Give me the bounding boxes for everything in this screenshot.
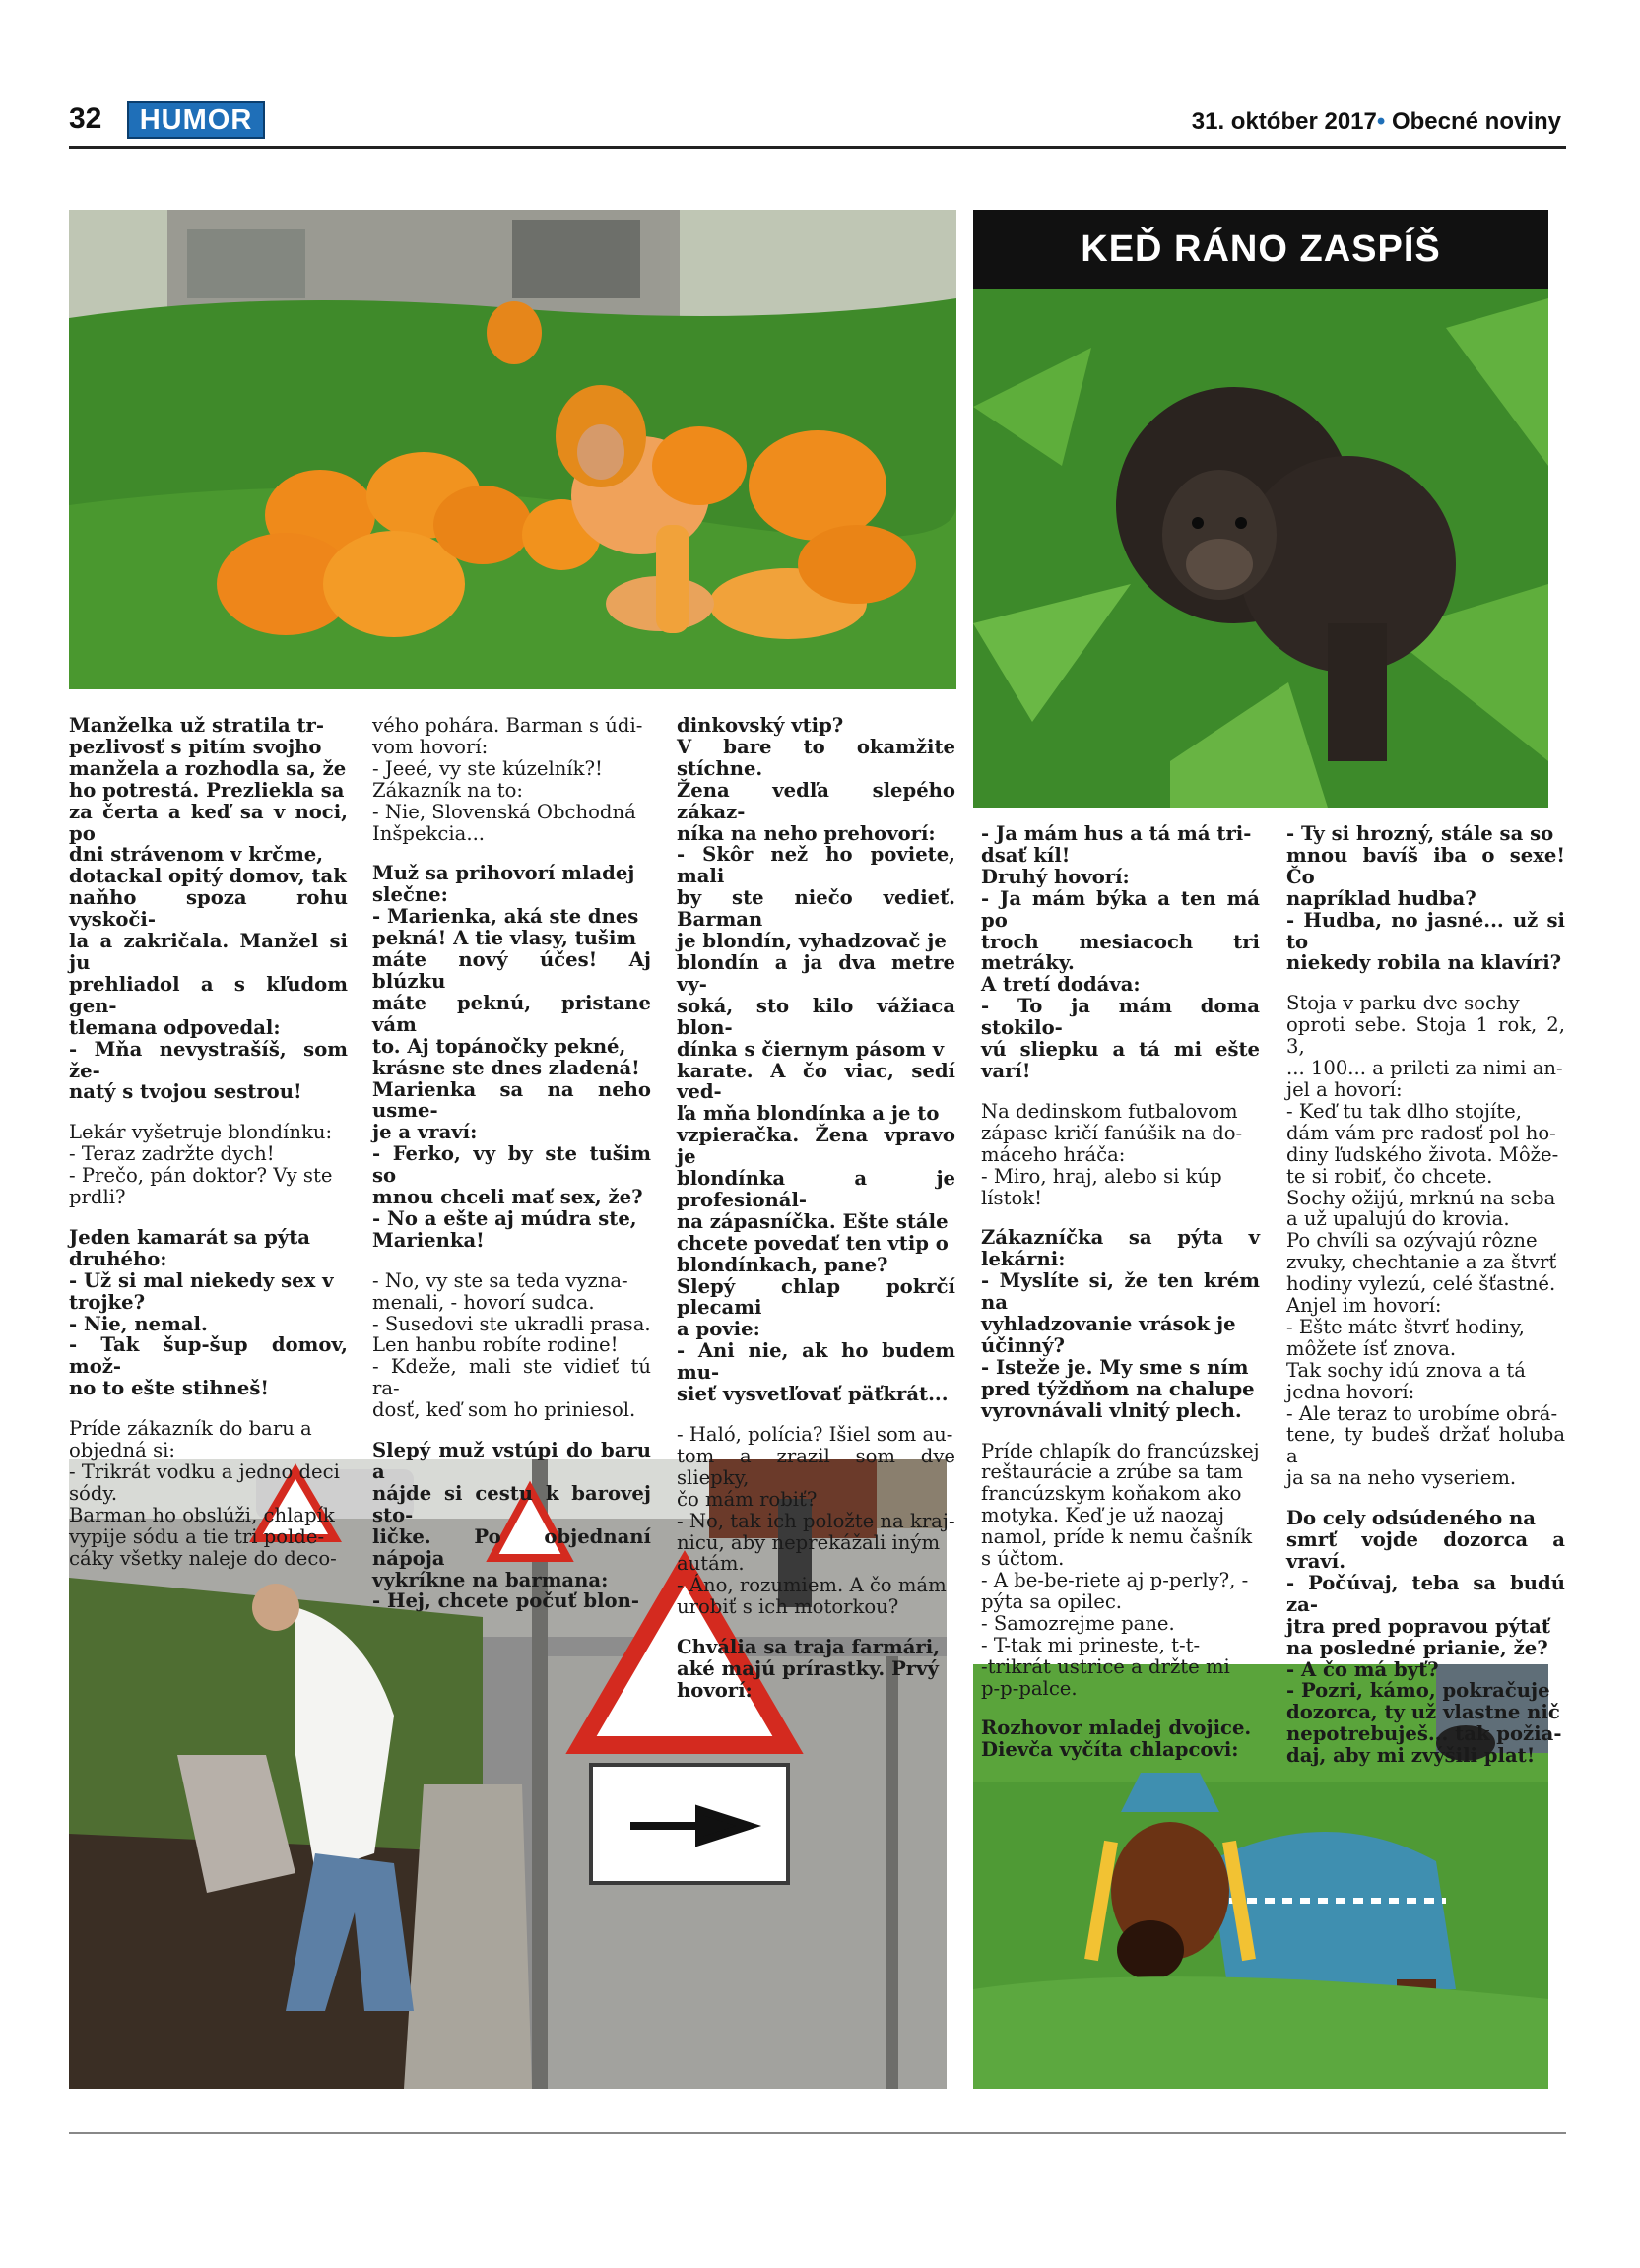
text-line: sieť vysvetľovať päťkrát... — [677, 1383, 949, 1406]
text-line: natý s tvojou sestrou! — [69, 1080, 302, 1104]
text-line: Po chvíli sa ozývajú rôzne — [1286, 1229, 1538, 1253]
text-line: mnou bavíš iba o sexe! Čo — [1286, 843, 1565, 888]
text-line: Slepý chlap pokrčí plecami — [677, 1274, 955, 1320]
text-line: - Ešte máte štvrť hodiny, — [1286, 1315, 1525, 1338]
text-line: máceho hráča: — [981, 1142, 1126, 1166]
text-line: pezlivosť s pitím svojho — [69, 735, 322, 758]
text-line: účinný? — [981, 1333, 1065, 1357]
text-line: Lekár vyšetruje blondínku: — [69, 1121, 333, 1144]
text-line: Príde zákazník do baru a — [69, 1417, 312, 1441]
text-line: daj, aby mi zvýšili plat! — [1286, 1744, 1536, 1768]
text-line: jedna hovorí: — [1286, 1380, 1415, 1403]
joke-paragraph — [372, 1440, 651, 1612]
text-line: blondín a ja dva metre vy- — [677, 950, 955, 996]
joke-paragraph — [981, 823, 1260, 1082]
text-line: francúzskym koňakom ako — [981, 1482, 1242, 1506]
text-line: dinkovský vtip? — [677, 714, 844, 737]
text-line: - Kdeže, mali ste vidieť tú ra- — [372, 1355, 651, 1400]
text-line: prdli? — [69, 1186, 126, 1209]
text-line: a už upalujú do krovia. — [1286, 1207, 1510, 1231]
text-line: Muž sa prihovorí mladej — [372, 862, 635, 885]
text-line: blondínka a je profesionál- — [677, 1167, 955, 1211]
text-line: - A čo má byť? — [1286, 1657, 1439, 1681]
text-line: Jeden kamarát sa pýta — [69, 1225, 310, 1249]
text-line: menali, - hovorí sudca. — [372, 1290, 595, 1314]
text-line: vú sliepku a tá mi ešte varí! — [981, 1038, 1260, 1082]
text-line: - Hudba, no jasné... už si to — [1286, 908, 1565, 953]
text-line: Inšpekcia... — [372, 821, 486, 845]
text-line: - Susedovi ste ukradli prasa. — [372, 1312, 651, 1335]
text-line: troch mesiacoch tri metráky. — [981, 930, 1260, 975]
bullet-separator: • — [1376, 108, 1386, 135]
text-line: - Jeeé, vy ste kúzelník?! — [372, 756, 603, 780]
text-line: - Nie, nemal. — [69, 1312, 208, 1335]
text-line: motyka. Keď je už naozaj — [981, 1504, 1225, 1527]
text-line: pýta sa opilec. — [981, 1589, 1123, 1613]
joke-paragraph — [981, 1717, 1260, 1761]
text-line: dosť, keď som ho priniesol. — [372, 1398, 636, 1422]
joke-paragraph — [1286, 1508, 1565, 1767]
text-line: - Samozrejme pane. — [981, 1611, 1175, 1635]
gorilla-photo — [973, 210, 1548, 808]
text-line: na zápasníčka. Ešte stále — [677, 1209, 949, 1233]
text-line: vom hovorí: — [372, 735, 489, 758]
text-column-5 — [1286, 823, 1565, 1785]
text-line: tom a zrazil som dve sliepky, — [677, 1444, 955, 1489]
text-line: soká, sto kilo vážiaca blon- — [677, 994, 955, 1039]
text-line: - Keď tu tak dlho stojíte, — [1286, 1099, 1522, 1123]
joke-paragraph — [69, 715, 348, 1103]
text-line: vykríkne na barmana: — [372, 1568, 609, 1591]
issue-date: 31. október 2017 — [1191, 108, 1377, 135]
text-line: - Ferko, vy by ste tušim so — [372, 1142, 651, 1188]
text-line: no to ešte stihneš! — [69, 1377, 270, 1400]
joke-paragraph — [1286, 823, 1565, 974]
text-line: Tak sochy idú znova a tá — [1286, 1358, 1526, 1382]
text-line: vyhladzovanie vrások je — [981, 1313, 1236, 1336]
text-line: Druhý hovorí: — [981, 865, 1130, 888]
text-line: - Ty si hrozný, stále sa so — [1286, 822, 1554, 845]
text-line: - Tak šup-šup domov, mož- — [69, 1333, 348, 1379]
text-column-3 — [677, 715, 955, 1720]
text-line: nájde si cestu k barovej sto- — [372, 1481, 651, 1526]
text-line: p-p-palce. — [981, 1676, 1078, 1700]
text-line: - Haló, polícia? Išiel som au- — [677, 1423, 953, 1446]
text-line: zápase kričí fanúšik na do- — [981, 1121, 1243, 1144]
text-line: Marienka sa na neho usme- — [372, 1077, 651, 1123]
text-line: nepotrebuješ... tak požia- — [1286, 1722, 1562, 1746]
text-line: Žena vedľa slepého zákaz- — [677, 778, 955, 823]
text-line: Zákazníčka sa pýta v lekárni: — [981, 1226, 1260, 1271]
text-line: blondínkach, pane? — [677, 1253, 888, 1276]
text-line: - Hej, chcete počuť blon- — [372, 1589, 639, 1613]
text-line: Príde chlapík do francúzskej — [981, 1439, 1260, 1462]
text-line: hodiny vylezú, celé šťastné. — [1286, 1272, 1556, 1296]
text-line: Na dedinskom futbalovom — [981, 1099, 1238, 1123]
text-line: nicu, aby neprekážali iným — [677, 1530, 941, 1554]
text-line: Stoja v parku dve sochy — [1286, 992, 1520, 1015]
text-line: dozorca, ty už vlastne nič — [1286, 1701, 1560, 1724]
text-line: namol, príde k nemu čašník — [981, 1525, 1253, 1549]
text-line: lístok! — [981, 1186, 1043, 1209]
text-line: - A be-be-riete aj p-perly?, - — [981, 1569, 1249, 1591]
text-line: pred týždňom na chalupe — [981, 1377, 1255, 1400]
text-line: aké majú prírastky. Prvý — [677, 1657, 939, 1681]
text-line: oproti sebe. Stoja 1 rok, 2, 3, — [1286, 1013, 1565, 1059]
text-line: objedná si: — [69, 1439, 176, 1462]
text-line: - Teraz zadržte dych! — [69, 1142, 275, 1166]
text-line: to. Aj topánočky pekné, — [372, 1034, 626, 1058]
text-line: reštaurácie a zrúbe sa tam — [981, 1460, 1243, 1484]
text-line: ja sa na neho vyseriem. — [1286, 1466, 1517, 1490]
text-line: Zákazník na to: — [372, 778, 523, 802]
joke-paragraph — [372, 863, 651, 1251]
text-line: Manželka už stratila tr- — [69, 714, 325, 737]
joke-paragraph — [69, 1418, 348, 1569]
joke-paragraph — [1286, 993, 1565, 1489]
text-line: - Ja mám hus a tá má tri- — [981, 822, 1252, 845]
text-line: - No, vy ste sa teda vyzna- — [372, 1268, 628, 1292]
text-line: Marienka! — [372, 1228, 485, 1252]
section-label: HUMOR — [127, 101, 265, 139]
text-line: Anjel im hovorí: — [1286, 1294, 1442, 1318]
text-line: sódy. — [69, 1481, 118, 1505]
text-line: karate. A čo viac, sedí ved- — [677, 1059, 955, 1104]
joke-paragraph — [372, 715, 651, 844]
text-line: autám. — [677, 1552, 745, 1576]
text-line: te si robiť, čo chcete. — [1286, 1164, 1493, 1188]
text-line: - Už si mal niekedy sex v — [69, 1268, 334, 1292]
publication-name: Obecné noviny — [1391, 108, 1561, 135]
text-line: - Áno, rozumiem. A čo mám — [677, 1574, 947, 1597]
text-line: cáky všetky naleje do deco- — [69, 1546, 337, 1570]
text-line: mnou chceli mať sex, že? — [372, 1186, 643, 1209]
text-line: na posledné prianie, že? — [1286, 1636, 1548, 1659]
text-line: krásne ste dnes zladená! — [372, 1056, 640, 1079]
text-line: - Ja mám býka a ten má po — [981, 886, 1260, 932]
text-line: vypije sódu a tie tri polde- — [69, 1524, 325, 1548]
text-line: - Isteže je. My sme s ním — [981, 1355, 1249, 1379]
text-line: zvuky, chechtanie a za štvrť — [1286, 1251, 1557, 1274]
pumpkin-man-photo — [69, 210, 956, 689]
text-line: dni strávenom v krčme, — [69, 843, 324, 867]
text-line: je a vraví: — [372, 1121, 478, 1144]
text-line: slečne: — [372, 883, 448, 907]
text-line: by ste niečo vedieť. Barman — [677, 886, 955, 932]
text-line: A tretí dodáva: — [981, 973, 1141, 997]
text-line: - No, tak ich položte na kraj- — [677, 1509, 955, 1532]
text-line: - Prečo, pán doktor? Vy ste — [69, 1164, 333, 1188]
text-line: hovorí: — [677, 1678, 753, 1702]
text-line: - Skôr než ho poviete, mali — [677, 843, 955, 888]
text-line: prehliadol a s kľudom gen- — [69, 972, 348, 1017]
joke-paragraph — [677, 1637, 955, 1702]
text-line: ľa mňa blondínka a je to — [677, 1102, 940, 1126]
text-line: urobiť s ich motorkou? — [677, 1595, 899, 1619]
text-line: - Mňa nevystrašíš, som že- — [69, 1037, 348, 1082]
text-line: -trikrát ustrice a držte mi — [981, 1654, 1230, 1678]
text-line: naňho spoza rohu vyskoči- — [69, 886, 348, 932]
joke-paragraph — [69, 1122, 348, 1208]
text-line: máte peknú, pristane vám — [372, 991, 651, 1036]
text-line: jel a hovorí: — [1286, 1077, 1403, 1101]
text-line: a povie: — [677, 1318, 760, 1341]
text-line: s účtom. — [981, 1547, 1065, 1571]
text-line: pekná! A tie vlasy, tušim — [372, 927, 637, 950]
text-line: za čerta a keď sa v noci, po — [69, 800, 348, 845]
page-number: 32 — [69, 102, 102, 135]
text-line: Sochy ožijú, mrknú na seba — [1286, 1186, 1556, 1209]
text-line: - Myslíte si, že ten krém na — [981, 1269, 1260, 1315]
text-line: je blondín, vyhadzovač je — [677, 930, 947, 953]
text-line: Dievča vyčíta chlapcovi: — [981, 1738, 1239, 1762]
text-line: chcete povedať ten vtip o — [677, 1231, 949, 1255]
text-line: máte nový účes! Aj blúzku — [372, 948, 651, 993]
text-line: druhého: — [69, 1247, 167, 1270]
text-line: - Ani nie, ak ho budem mu- — [677, 1339, 955, 1385]
text-line: Do cely odsúdeného na — [1286, 1507, 1536, 1530]
text-line: - To ja mám doma stokilo- — [981, 995, 1260, 1040]
text-line: tene, ty budeš držať holuba a — [1286, 1423, 1565, 1468]
text-line: - Marienka, aká ste dnes — [372, 905, 639, 929]
joke-paragraph — [69, 1227, 348, 1399]
text-line: vého pohára. Barman s údi- — [372, 714, 643, 737]
text-line: trojke? — [69, 1290, 146, 1314]
text-line: Slepý muž vstúpi do baru a — [372, 1439, 651, 1483]
banner — [973, 210, 1548, 289]
text-line: ho potrestá. Prezliekla sa — [69, 778, 345, 802]
text-line: vzpieračka. Žena vpravo je — [677, 1124, 955, 1169]
text-line: dotackal opitý domov, tak — [69, 865, 347, 888]
banner-caption: KEĎ RÁNO ZASPÍŠ — [1081, 228, 1441, 270]
text-line: môžete ísť znova. — [1286, 1336, 1457, 1360]
text-line: - Trikrát vodku a jedno deci — [69, 1460, 340, 1483]
dateline — [1192, 108, 1561, 136]
joke-paragraph — [677, 1424, 955, 1618]
text-line: čo mám robiť? — [677, 1487, 818, 1511]
joke-paragraph — [981, 1101, 1260, 1209]
text-line: dínka s čiernym pásom v — [677, 1037, 945, 1061]
text-line: - Pozri, kámo, pokračuje — [1286, 1679, 1550, 1703]
text-line: - No a ešte aj múdra ste, — [372, 1206, 637, 1230]
header-rule — [69, 146, 1566, 149]
text-line: dám vám pre radosť pol ho- — [1286, 1121, 1556, 1144]
text-line: dsať kíl! — [981, 843, 1071, 867]
text-line: - Miro, hraj, alebo si kúp — [981, 1164, 1222, 1188]
text-line: la a zakričala. Manžel si ju — [69, 930, 348, 974]
text-line: tlemana odpovedal: — [69, 1015, 281, 1039]
text-line: - Ale teraz to urobíme obrá- — [1286, 1401, 1558, 1425]
text-line: níka na neho prehovorí: — [677, 821, 936, 845]
footer-rule — [69, 2132, 1566, 2134]
text-line: - T-tak mi prineste, t-t- — [981, 1633, 1201, 1656]
text-line: jtra pred popravou pýtať — [1286, 1614, 1550, 1638]
text-line: V bare to okamžite stíchne. — [677, 735, 955, 780]
text-line: napríklad hudba? — [1286, 886, 1476, 910]
joke-paragraph — [677, 715, 955, 1405]
text-line: - Počúvaj, teba sa budú za- — [1286, 1571, 1565, 1616]
text-column-4 — [981, 823, 1260, 1780]
joke-paragraph — [981, 1441, 1260, 1700]
text-column-1 — [69, 715, 348, 1588]
text-line: Chvália sa traja farmári, — [677, 1636, 941, 1659]
text-line: manžela a rozhodla sa, že — [69, 756, 347, 780]
text-line: vyrovnávali vlnitý plech. — [981, 1398, 1242, 1422]
text-line: ličke. Po objednaní nápoja — [372, 1524, 651, 1570]
joke-paragraph — [372, 1270, 651, 1421]
text-line: ... 100... a prileti za nimi an- — [1286, 1057, 1563, 1080]
text-line: niekedy robila na klavíri? — [1286, 951, 1562, 975]
text-line: Barman ho obslúži, chlapík — [69, 1503, 335, 1526]
text-line: - Nie, Slovenská Obchodná — [372, 800, 636, 823]
text-line: Len hanbu robíte rodine! — [372, 1333, 619, 1357]
text-line: diny ľudského života. Môže- — [1286, 1142, 1559, 1166]
text-column-2 — [372, 715, 651, 1631]
text-line: Rozhovor mladej dvojice. — [981, 1717, 1252, 1740]
joke-paragraph — [981, 1227, 1260, 1421]
text-line: smrť vojde dozorca a vraví. — [1286, 1528, 1565, 1573]
